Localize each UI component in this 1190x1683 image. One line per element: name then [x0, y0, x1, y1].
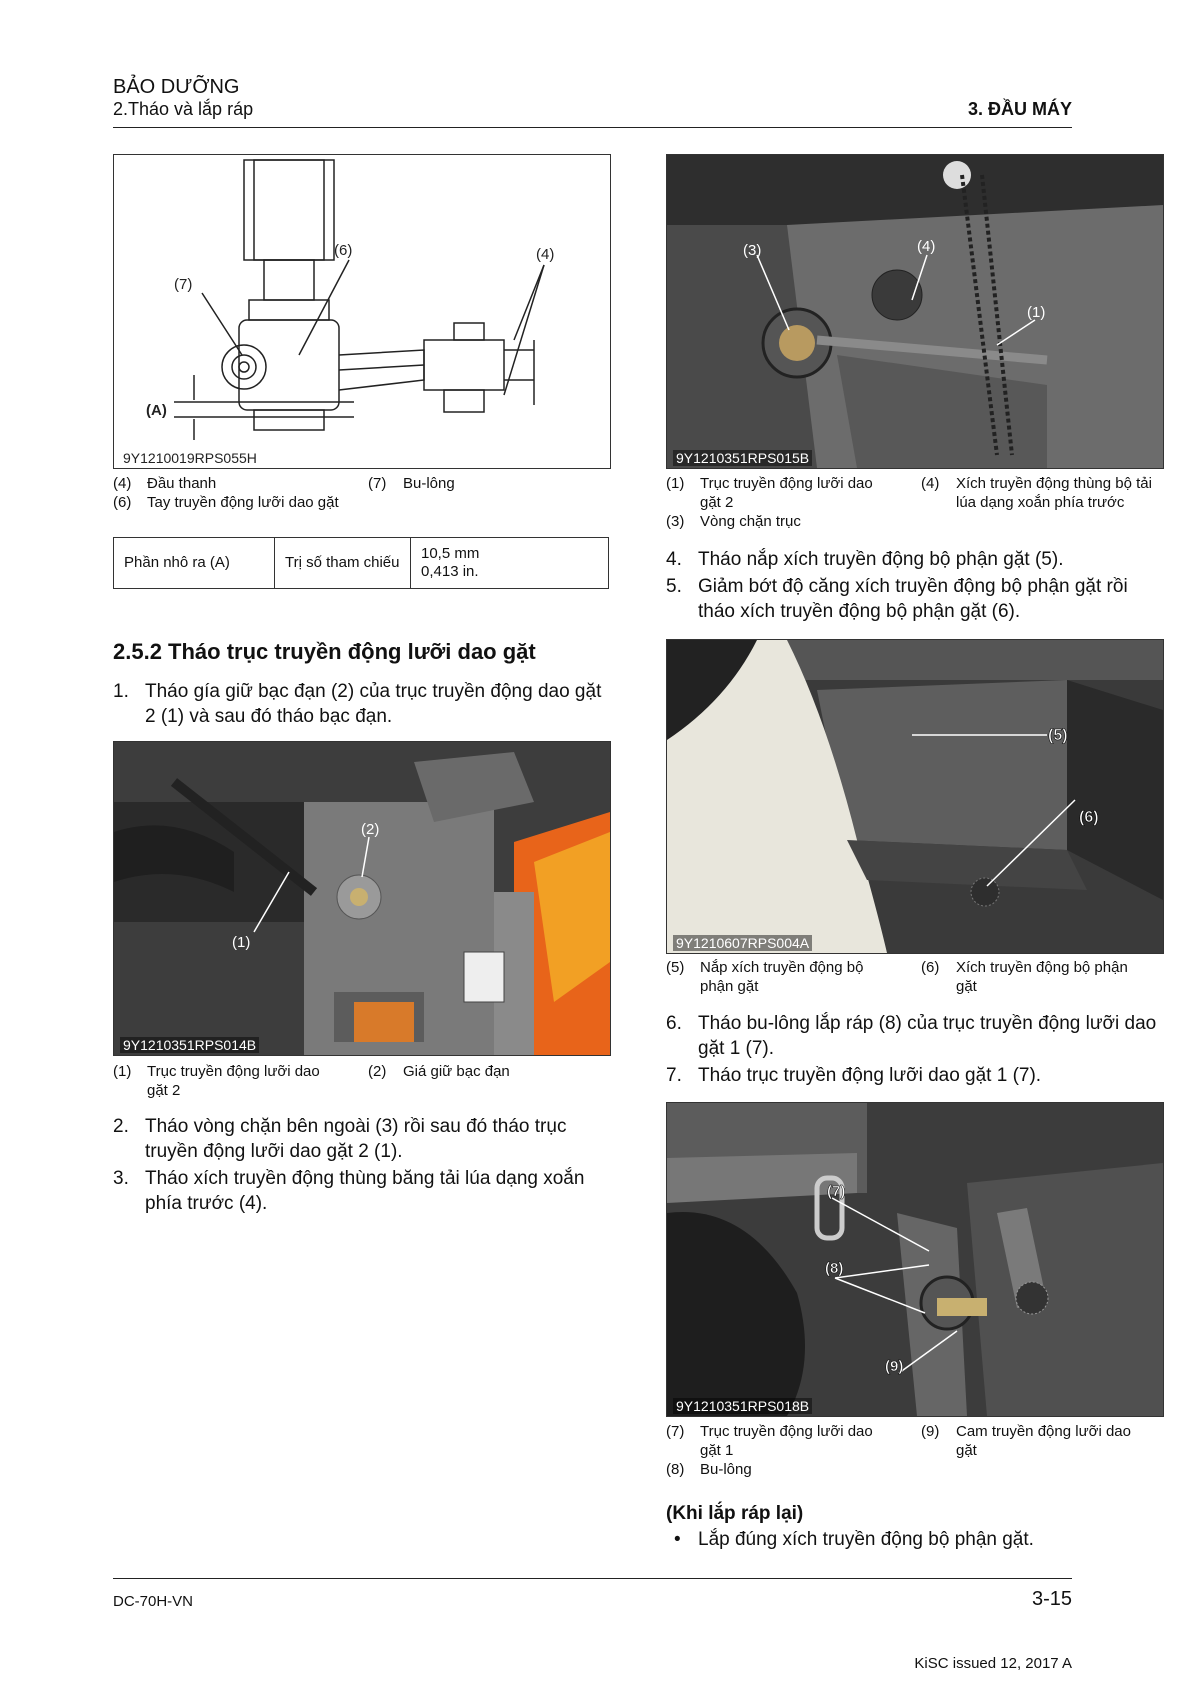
step-5 [666, 574, 1162, 626]
caption-text: Tay truyền động lưỡi dao gặt [147, 494, 339, 511]
figure-retaining-ring-photo [666, 154, 1164, 469]
fig1-label-A: (A) [146, 402, 167, 419]
reassembly-text: Lắp đúng xích truyền động bộ phận gặt. [698, 1529, 1034, 1550]
caption-num: (3) [666, 513, 685, 530]
drive-shaft-photo [667, 1103, 1163, 1416]
caption-text: Xích truyền động bộ phận gặt [956, 959, 1128, 995]
caption-num: (2) [368, 1063, 387, 1080]
step-7 [666, 1063, 1162, 1089]
fig3-id: 9Y1210351RPS015B [673, 450, 812, 466]
caption-num: (6) [113, 494, 132, 511]
caption-text: Giá giữ bạc đạn [403, 1063, 510, 1080]
fig3-label-3: (3) [743, 242, 762, 259]
caption-text: Nắp xích truyền động bộ phận gặt [700, 959, 864, 995]
fig5-label-9: (9) [885, 1358, 904, 1375]
footer-model: DC-70H-VN [113, 1593, 194, 1610]
caption-num: (4) [921, 475, 940, 492]
fig2-id: 9Y1210351RPS014B [120, 1037, 259, 1053]
fig1-id: 9Y1210019RPS055H [123, 450, 257, 466]
caption-text: Đầu thanh [147, 475, 217, 492]
caption-num: (4) [113, 475, 132, 492]
bearing-holder-photo [114, 742, 610, 1055]
rod-end-drawing [114, 155, 610, 468]
step-number: 6. [666, 1013, 682, 1034]
caption-num: (8) [666, 1461, 685, 1478]
footer-issue: KiSC issued 12, 2017 A [914, 1655, 1072, 1672]
caption-num: (5) [666, 959, 685, 976]
caption-text: Bu-lông [403, 475, 455, 492]
caption-num: (6) [921, 959, 940, 976]
fig5-captions [666, 1422, 1162, 1482]
spec-values [411, 538, 609, 589]
figure-rod-end-drawing [113, 154, 611, 469]
step-number: 2. [113, 1116, 129, 1137]
footer-page-number: 3-15 [1031, 1588, 1072, 1610]
spec-value-mm: 10,5 mm [421, 545, 480, 562]
fig5-label-7: (7) [827, 1183, 846, 1200]
step-6 [666, 1011, 1162, 1063]
fig5-id: 9Y1210351RPS018B [673, 1398, 812, 1414]
fig4-id: 9Y1210607RPS004A [673, 935, 812, 951]
fig4-label-6: (6) [1079, 809, 1099, 826]
spec-kind: Trị số tham chiếu [275, 538, 411, 589]
caption-num: (7) [666, 1423, 685, 1440]
fig1-label-6: (6) [334, 242, 353, 259]
header-rule [113, 127, 1072, 128]
fig3-captions [666, 474, 1162, 534]
fig4-captions [666, 958, 1162, 998]
step-1 [113, 679, 609, 731]
fig1-label-7: (7) [174, 276, 193, 293]
caption-num: (1) [666, 475, 685, 492]
figure-bearing-holder-photo [113, 741, 611, 1056]
fig5-label-8: (8) [825, 1260, 844, 1277]
fig2-label-1: (1) [232, 934, 251, 951]
fig4-label-5: (5) [1048, 727, 1068, 744]
step-number: 5. [666, 576, 682, 597]
caption-num: (1) [113, 1063, 132, 1080]
caption-text: Xích truyền động thùng bộ tải lúa dạng xoắn phía trước [956, 475, 1152, 511]
caption-text: Trục truyền động lưỡi dao gặt 2 [700, 475, 873, 511]
chain-cover-photo [667, 640, 1163, 953]
caption-num: (9) [921, 1423, 940, 1440]
step-text: Tháo bu-lông lắp ráp (8) của trục truyền động lưỡi dao gặt 1 (7). [698, 1013, 1157, 1059]
header-subsection: 2.Tháo và lắp ráp [113, 99, 254, 119]
step-number: 4. [666, 549, 682, 570]
spec-item: Phần nhô ra (A) [114, 538, 275, 589]
caption-text: Trục truyền động lưỡi dao gặt 2 [147, 1063, 320, 1099]
step-text: Tháo trục truyền động lưỡi dao gặt 1 (7). [698, 1065, 1042, 1086]
step-text: Giảm bớt độ căng xích truyền động bộ phận gặt rồi tháo xích truyền động bộ phận gặt (6). [698, 576, 1128, 622]
caption-text: Vòng chặn trục [700, 513, 801, 530]
caption-text: Trục truyền động lưỡi dao gặt 1 [700, 1423, 873, 1459]
spec-table [113, 537, 609, 589]
bullet-mark: • [674, 1529, 681, 1550]
footer-rule [113, 1578, 1072, 1579]
step-text: Tháo vòng chặn bên ngoài (3) rồi sau đó tháo trục truyền động lưỡi dao gặt 2 (1). [145, 1116, 567, 1162]
section-title: 2.5.2 Tháo trục truyền động lưỡi dao gặt [113, 639, 536, 664]
spec-value-in: 0,413 in. [421, 563, 479, 580]
step-text: Tháo gía giữ bạc đạn (2) của trục truyền động dao gặt 2 (1) và sau đó tháo bạc đạn. [145, 681, 602, 727]
caption-text: Bu-lông [700, 1461, 752, 1478]
caption-text: Cam truyền động lưỡi dao gặt [956, 1423, 1131, 1459]
step-4 [666, 547, 1162, 573]
fig3-label-4: (4) [917, 238, 936, 255]
retaining-ring-photo [667, 155, 1163, 468]
fig3-label-1: (1) [1027, 304, 1046, 321]
step-2 [113, 1114, 609, 1166]
step-text: Tháo nắp xích truyền động bộ phận gặt (5). [698, 549, 1064, 570]
step-number: 3. [113, 1168, 129, 1189]
fig1-label-4: (4) [536, 246, 555, 263]
step-3 [113, 1166, 609, 1218]
figure-drive-shaft-photo [666, 1102, 1164, 1417]
step-number: 1. [113, 681, 129, 702]
figure-chain-cover-photo [666, 639, 1164, 954]
fig2-captions [113, 1062, 609, 1102]
reassembly-title: (Khi lắp ráp lại) [666, 1503, 804, 1524]
step-text: Tháo xích truyền động thùng băng tải lúa dạng xoắn phía trước (4). [145, 1168, 585, 1214]
caption-num: (7) [368, 475, 387, 492]
step-number: 7. [666, 1065, 682, 1086]
fig2-label-2: (2) [361, 821, 380, 838]
fig1-captions [113, 474, 609, 514]
header-chapter: 3. ĐẦU MÁY [967, 99, 1072, 119]
header-section: BẢO DƯỠNG [113, 76, 240, 98]
reassembly-bullet-item [666, 1527, 1162, 1553]
